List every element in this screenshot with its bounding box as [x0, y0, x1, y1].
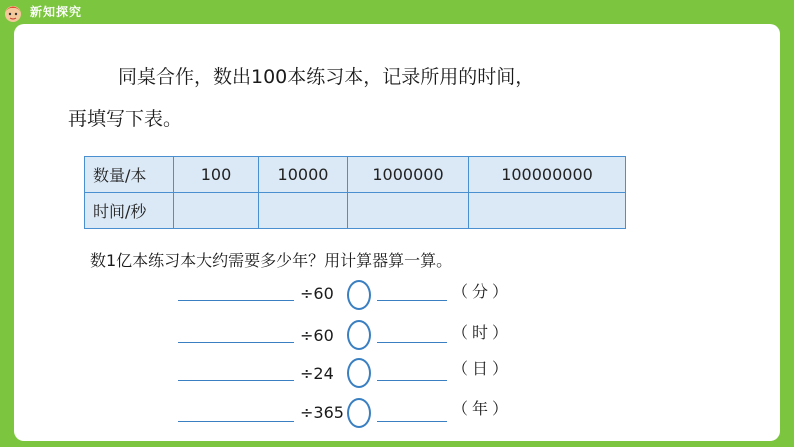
unit-label: （日）: [452, 359, 513, 378]
table-cell: 100000000: [469, 157, 626, 193]
table-row: [85, 193, 626, 229]
answer-blank[interactable]: [178, 300, 294, 301]
answer-blank[interactable]: [178, 421, 294, 422]
record-table: [84, 156, 626, 229]
operation-label: ÷60: [300, 326, 334, 345]
table-cell: 10000: [259, 157, 348, 193]
header-bar: [0, 0, 794, 24]
operation-label: ÷60: [300, 284, 334, 303]
section-title: 新知探究: [30, 5, 83, 19]
comparison-circle[interactable]: [347, 280, 371, 310]
result-blank[interactable]: [377, 342, 447, 343]
table-input-cell[interactable]: [469, 193, 626, 229]
calc-row: [0, 318, 794, 348]
unit-label: （年）: [452, 399, 513, 418]
table-cell: 数量/本: [85, 157, 174, 193]
result-blank[interactable]: [377, 300, 447, 301]
table-row: [85, 157, 626, 193]
calc-row: [0, 277, 794, 307]
operation-label: ÷365: [300, 403, 344, 422]
instruction-line-2: 再填写下表。: [68, 108, 183, 130]
table-cell: 时间/秒: [85, 193, 174, 229]
operation-label: ÷24: [300, 364, 334, 383]
table-cell: 100: [174, 157, 259, 193]
comparison-circle[interactable]: [347, 358, 371, 388]
calc-row: [0, 356, 794, 386]
table-cell: 1000000: [348, 157, 469, 193]
calc-row: [0, 396, 794, 426]
answer-blank[interactable]: [178, 380, 294, 381]
result-blank[interactable]: [377, 380, 447, 381]
result-blank[interactable]: [377, 421, 447, 422]
unit-label: （时）: [452, 323, 513, 342]
table-input-cell[interactable]: [259, 193, 348, 229]
instruction-line-1: 同桌合作，数出100本练习本，记录所用的时间，: [118, 66, 535, 88]
table-input-cell[interactable]: [174, 193, 259, 229]
question-text: 数1亿本练习本大约需要多少年？用计算器算一算。: [90, 251, 453, 270]
unit-label: （分）: [452, 282, 513, 301]
comparison-circle[interactable]: [347, 398, 371, 428]
table-input-cell[interactable]: [348, 193, 469, 229]
comparison-circle[interactable]: [347, 320, 371, 350]
answer-blank[interactable]: [178, 342, 294, 343]
mascot-icon: [2, 1, 24, 23]
